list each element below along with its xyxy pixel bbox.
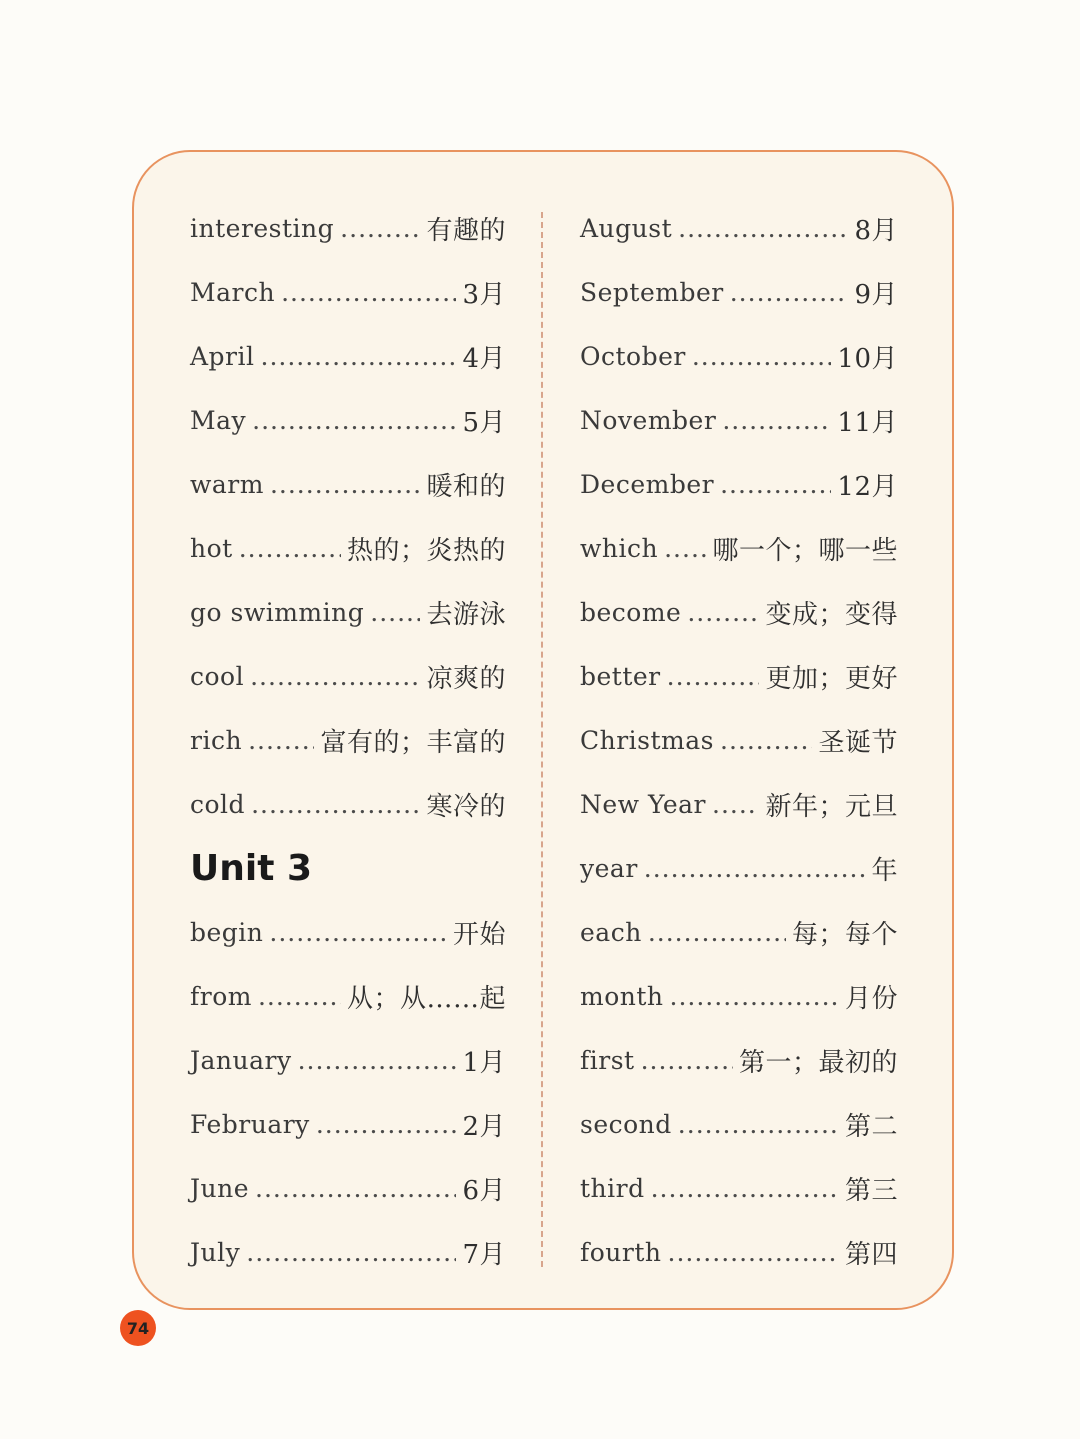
vocab-entry: [580, 708, 898, 772]
vocab-word: June: [190, 1173, 250, 1203]
dot-leader: [269, 918, 447, 947]
vocab-entry: [580, 580, 898, 644]
vocab-meaning: 凉爽的: [426, 663, 506, 694]
vocab-meaning: 新年；元旦: [765, 791, 898, 822]
vocab-entry: [580, 516, 898, 580]
vocab-word: warm: [190, 469, 264, 499]
dot-leader: [239, 534, 341, 563]
vocab-entry: [190, 452, 506, 516]
vocab-meaning: 年: [871, 855, 898, 886]
dot-leader: [248, 726, 314, 755]
vocab-entry: [190, 324, 506, 388]
vocab-word: cool: [190, 661, 245, 691]
vocab-meaning: 哪一个；哪一些: [712, 535, 898, 566]
dot-leader: [692, 342, 832, 371]
vocab-meaning: 寒冷的: [426, 791, 506, 822]
vocab-entry: [580, 324, 898, 388]
dot-leader: [255, 1174, 456, 1203]
vocab-entry: [190, 644, 506, 708]
vocab-meaning: 11月: [837, 407, 898, 438]
dot-leader: [648, 918, 786, 947]
vocab-entry: [580, 1092, 898, 1156]
vocab-meaning: 每；每个: [791, 919, 898, 950]
vocab-word: October: [580, 341, 686, 371]
dot-leader: [664, 534, 706, 563]
column-divider: [541, 212, 543, 1267]
dot-leader: [370, 598, 420, 627]
vocab-word: April: [190, 341, 255, 371]
vocab-word: from: [190, 981, 252, 1011]
dot-leader: [730, 278, 849, 307]
vocab-word: Christmas: [580, 725, 714, 755]
dot-leader: [641, 1046, 733, 1075]
vocab-meaning: 10月: [837, 343, 898, 374]
vocab-entry: [190, 772, 506, 836]
vocab-entry: [580, 388, 898, 452]
vocab-meaning: 5月: [462, 407, 506, 438]
vocab-meaning: 有趣的: [426, 215, 506, 246]
vocab-word: go swimming: [190, 597, 365, 627]
vocab-word: January: [190, 1045, 292, 1075]
vocab-entry: [580, 772, 898, 836]
dot-leader: [651, 1174, 839, 1203]
dot-leader: [644, 854, 866, 883]
vocab-meaning: 去游泳: [426, 599, 506, 630]
vocab-meaning: 暖和的: [426, 471, 506, 502]
vocab-word: cold: [190, 789, 246, 819]
dot-leader: [687, 598, 759, 627]
vocab-meaning: 第二: [844, 1111, 898, 1142]
vocab-word: November: [580, 405, 717, 435]
dot-leader: [340, 214, 420, 243]
vocab-meaning: 第一；最初的: [738, 1047, 898, 1078]
dot-leader: [251, 790, 420, 819]
vocab-entry: [190, 1028, 506, 1092]
vocab-word: August: [580, 213, 673, 243]
page-number-badge: 74: [120, 1310, 156, 1346]
vocab-entry: [580, 452, 898, 516]
vocab-meaning: 8月: [854, 215, 898, 246]
dot-leader: [316, 1110, 457, 1139]
vocab-entry: [190, 388, 506, 452]
vocab-meaning: 3月: [462, 279, 506, 310]
dot-leader: [678, 214, 848, 243]
vocab-word: better: [580, 661, 661, 691]
vocab-word: May: [190, 405, 247, 435]
dot-leader: [258, 982, 341, 1011]
vocab-word: hot: [190, 533, 233, 563]
vocab-word: March: [190, 277, 276, 307]
vocab-word: fourth: [580, 1237, 662, 1267]
dot-leader: [670, 982, 839, 1011]
dot-leader: [720, 726, 812, 755]
dot-leader: [246, 1238, 456, 1267]
vocab-entry: [580, 964, 898, 1028]
dot-leader: [722, 406, 831, 435]
dot-leader: [667, 662, 760, 691]
vocab-word: interesting: [190, 213, 335, 243]
vocab-meaning: 6月: [462, 1175, 506, 1206]
dot-leader: [250, 662, 420, 691]
vocab-entry: [580, 260, 898, 324]
vocab-entry: [580, 1220, 898, 1284]
dot-leader: [712, 790, 759, 819]
vocab-entry: [580, 900, 898, 964]
vocab-entry: [190, 708, 506, 772]
vocab-entry: [580, 1028, 898, 1092]
vocab-entry: [190, 900, 506, 964]
left-column: [190, 196, 506, 1284]
vocab-word: December: [580, 469, 715, 499]
unit-heading: Unit 3: [190, 847, 312, 889]
vocab-word: become: [580, 597, 682, 627]
vocab-word: February: [190, 1109, 310, 1139]
vocab-entry: [190, 964, 506, 1028]
vocab-word: July: [190, 1237, 241, 1267]
vocab-entry: [190, 1092, 506, 1156]
vocab-word: which: [580, 533, 659, 563]
vocab-entry: [580, 836, 898, 900]
vocab-meaning: 更加；更好: [765, 663, 898, 694]
vocab-entry: [190, 516, 506, 580]
vocab-word: each: [580, 917, 642, 947]
vocab-word: second: [580, 1109, 672, 1139]
right-column: [580, 196, 898, 1284]
vocab-meaning: 12月: [837, 471, 898, 502]
vocab-meaning: 9月: [854, 279, 898, 310]
vocab-meaning: 圣诞节: [818, 727, 898, 758]
dot-leader: [270, 470, 421, 499]
vocab-word: September: [580, 277, 724, 307]
vocab-entry: [580, 196, 898, 260]
vocab-meaning: 从；从……起: [346, 983, 506, 1014]
vocab-entry: [190, 1156, 506, 1220]
vocab-meaning: 第三: [844, 1175, 898, 1206]
vocab-word: rich: [190, 725, 243, 755]
vocab-word: year: [580, 853, 638, 883]
vocab-meaning: 开始: [452, 919, 506, 950]
vocab-entry: [190, 580, 506, 644]
vocab-meaning: 4月: [462, 343, 506, 374]
vocab-entry: [580, 644, 898, 708]
dot-leader: [261, 342, 457, 371]
vocab-meaning: 第四: [844, 1239, 898, 1270]
dot-leader: [298, 1046, 457, 1075]
vocab-meaning: 热的；炎热的: [346, 535, 506, 566]
dot-leader: [720, 470, 831, 499]
dot-leader: [678, 1110, 839, 1139]
vocab-entry: [190, 196, 506, 260]
vocab-meaning: 月份: [844, 983, 898, 1014]
vocab-entry: [190, 1220, 506, 1284]
vocab-word: New Year: [580, 789, 706, 819]
vocab-meaning: 7月: [462, 1239, 506, 1270]
vocab-meaning: 2月: [462, 1111, 506, 1142]
vocab-meaning: 1月: [462, 1047, 506, 1078]
dot-leader: [252, 406, 456, 435]
vocab-meaning: 变成；变得: [765, 599, 898, 630]
vocab-word: first: [580, 1045, 635, 1075]
vocab-word: third: [580, 1173, 645, 1203]
vocab-word: month: [580, 981, 664, 1011]
vocab-entry: [190, 260, 506, 324]
vocab-entry: [580, 1156, 898, 1220]
vocab-meaning: 富有的；丰富的: [320, 727, 506, 758]
vocab-word: begin: [190, 917, 264, 947]
dot-leader: [281, 278, 456, 307]
dot-leader: [668, 1238, 839, 1267]
